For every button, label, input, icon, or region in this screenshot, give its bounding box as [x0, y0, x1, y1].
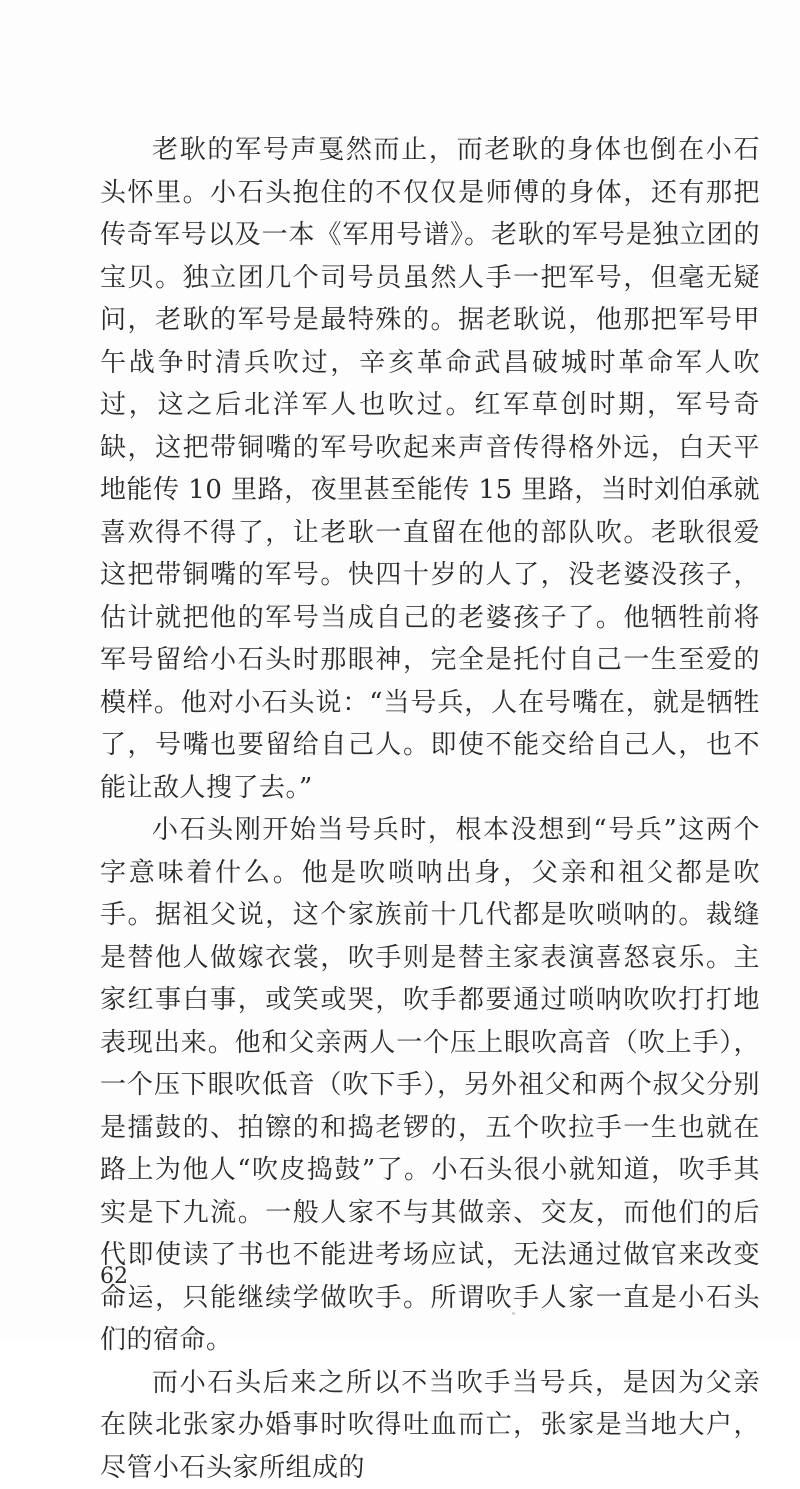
paragraph-3: 而小石头后来之所以不当吹手当号兵，是因为父亲在陕北张家办婚事时吹得吐血而亡，张家是当地大户，尽管小石头家所组成的: [100, 1362, 760, 1489]
page-number: 62: [100, 1264, 128, 1289]
paragraph-1: 老耿的军号声戛然而止，而老耿的身体也倒在小石头怀里。小石头抱住的不仅仅是师傅的身体，还有那把传奇军号以及一本《军用号谱》。老耿的军号是独立团的宝贝。独立团几个司号员虽然人手一把军号，但毫无疑问，老耿的军号是最特殊的。据老耿说，他那把军号甲午战争时清兵吹过，辛亥革命武昌破城时革命军人吹过，这之后北洋军人也吹过。红军草创时期，军号奇缺，这把带铜嘴的军号吹起来声音传得格外远，白天平地能传 10 里路，夜里甚至能传 15 里路，当时刘伯承就喜欢得不得了，让老耿一直留在他的部队吹。老耿很爱这把带铜嘴的军号。快四十岁的人了，没老婆没孩子，估计就把他的军号当成自己的老婆孩子了。他牺牲前将军号留给小石头时那眼神，完全是托付自己一生至爱的模样。他对小石头说：“当号兵，人在号嘴在，就是牺牲了，号嘴也要留给自己人。即使不能交给自己人，也不能让敌人搜了去。”: [100, 129, 760, 809]
scan-speck: [512, 1312, 515, 1315]
paragraph-2: 小石头刚开始当号兵时，根本没想到“号兵”这两个字意味着什么。他是吹唢呐出身，父亲和祖父都是吹手。据祖父说，这个家族前十几代都是吹唢呐的。裁缝是替他人做嫁衣裳，吹手则是替主家表演喜怒哀乐。主家红事白事，或笑或哭，吹手都要通过唢呐吹吹打打地表现出来。他和父亲两人一个压上眼吹高音（吹上手），一个压下眼吹低音（吹下手），另外祖父和两个叔父分别是擂鼓的、拍镲的和捣老锣的，五个吹拉手一生也就在路上为他人“吹皮捣鼓”了。小石头很小就知道，吹手其实是下九流。一般人家不与其做亲、交友，而他们的后代即使读了书也不能进考场应试，无法通过做官来改变命运，只能继续学做吹手。所谓吹手人家一直是小石头们的宿命。: [100, 809, 760, 1362]
body-text: [100, 129, 760, 1489]
